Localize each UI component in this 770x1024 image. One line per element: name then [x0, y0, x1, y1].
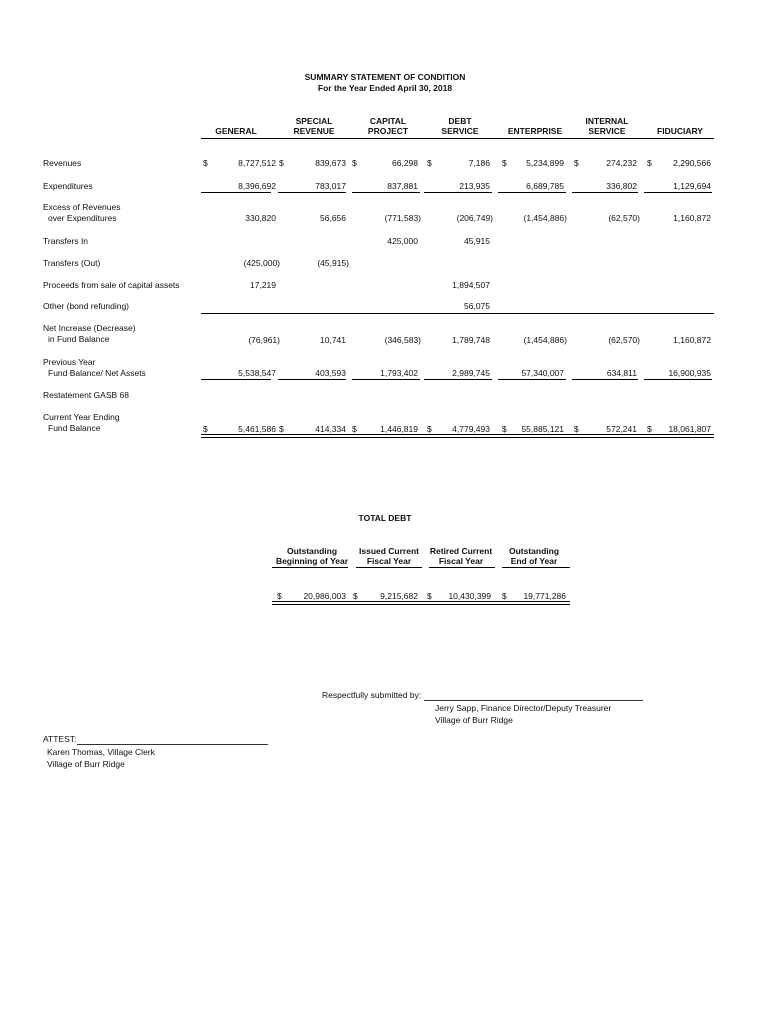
subtotal-underline [352, 379, 420, 380]
debt-header-underline [356, 567, 422, 568]
table-cell: (346,583) [384, 335, 421, 345]
row-label-net-increase-line2: in Fund Balance [48, 334, 110, 344]
table-cell: 55,885,121 [521, 424, 564, 434]
table-cell: (425,000) [243, 258, 280, 268]
subtotal-underline [352, 192, 420, 193]
currency-symbol: $ [427, 158, 432, 168]
table-cell: (1,454,886) [523, 213, 567, 223]
currency-symbol: $ [203, 158, 208, 168]
table-cell: 274,232 [606, 158, 637, 168]
table-cell: 4,779,493 [452, 424, 490, 434]
table-cell: 1,160,872 [673, 335, 711, 345]
row-label-previous-year-line2: Fund Balance/ Net Assets [48, 368, 146, 378]
row-label-revenues: Revenues [43, 158, 82, 168]
debt-header-underline [429, 567, 495, 568]
table-cell: 403,593 [315, 368, 346, 378]
table-cell: 839,673 [315, 158, 346, 168]
header-underline [201, 138, 714, 139]
table-cell: 8,727,512 [238, 158, 276, 168]
row-label-excess: Excess of Revenues [43, 202, 121, 212]
table-cell: 10,741 [320, 335, 346, 345]
table-cell: 783,017 [315, 181, 346, 191]
table-cell: 1,446,819 [380, 424, 418, 434]
subtotal-underline [572, 192, 638, 193]
row-label-restatement: Restatement GASB 68 [43, 390, 129, 400]
currency-symbol: $ [647, 424, 652, 434]
row-label-previous-year: Previous Year [43, 357, 96, 367]
subtotal-underline [278, 379, 346, 380]
table-cell: 57,340,007 [521, 368, 564, 378]
table-cell: 56,075 [464, 301, 490, 311]
table-cell: (76,961) [248, 335, 280, 345]
row-label-transfers-in: Transfers In [43, 236, 89, 246]
currency-symbol: $ [647, 158, 652, 168]
table-cell: 7,186 [468, 158, 490, 168]
currency-symbol: $ [502, 424, 507, 434]
subtotal-underline [424, 192, 492, 193]
row-label-net-increase: Net Increase (Decrease) [43, 323, 136, 333]
currency-symbol: $ [574, 424, 579, 434]
submitter-org: Village of Burr Ridge [435, 715, 513, 725]
row-label-transfers-out: Transfers (Out) [43, 258, 101, 268]
currency-symbol: $ [502, 591, 507, 601]
table-cell: 20,986,003 [303, 591, 346, 601]
subtotal-underline [278, 192, 346, 193]
row-label-proceeds: Proceeds from sale of capital assets [43, 280, 180, 290]
debt-double-underline [272, 601, 570, 605]
total-double-underline [201, 434, 714, 438]
subtotal-underline [644, 192, 712, 193]
row-label-excess-line2: over Expenditures [48, 213, 117, 223]
table-cell: 572,241 [606, 424, 637, 434]
currency-symbol: $ [279, 158, 284, 168]
row-label-expenditures: Expenditures [43, 181, 93, 191]
table-cell: (1,454,886) [523, 335, 567, 345]
subtotal-underline [201, 313, 714, 314]
table-cell: 634,811 [606, 368, 637, 378]
document-title: SUMMARY STATEMENT OF CONDITION [304, 72, 466, 82]
table-cell: (771,583) [384, 213, 421, 223]
subtotal-underline [424, 379, 492, 380]
table-cell: 1,793,402 [380, 368, 418, 378]
table-cell: 330,820 [245, 213, 276, 223]
table-cell: (206,749) [456, 213, 493, 223]
table-cell: 414,334 [315, 424, 346, 434]
table-cell: 425,000 [387, 236, 418, 246]
currency-symbol: $ [203, 424, 208, 434]
table-cell: 6,689,785 [526, 181, 564, 191]
table-cell: 5,538,547 [238, 368, 276, 378]
table-cell: 837,881 [387, 181, 418, 191]
table-cell: 19,771,286 [523, 591, 566, 601]
debt-header-underline [502, 567, 570, 568]
subtotal-underline [498, 192, 566, 193]
table-cell: 1,894,507 [452, 280, 490, 290]
subtotal-underline [644, 379, 712, 380]
currency-symbol: $ [502, 158, 507, 168]
submitted-by-label: Respectfully submitted by: [322, 690, 422, 700]
currency-symbol: $ [277, 591, 282, 601]
table-cell: 5,461,586 [238, 424, 276, 434]
subtotal-underline [201, 379, 271, 380]
table-cell: 10,430,399 [448, 591, 491, 601]
table-cell: (45,915) [317, 258, 349, 268]
table-cell: 8,396,692 [238, 181, 276, 191]
table-cell: (62,570) [608, 213, 640, 223]
table-cell: 2,989,745 [452, 368, 490, 378]
table-cell: 45,915 [464, 236, 490, 246]
currency-symbol: $ [353, 591, 358, 601]
table-cell: 5,234,899 [526, 158, 564, 168]
table-cell: 66,298 [392, 158, 418, 168]
row-label-other: Other (bond refunding) [43, 301, 129, 311]
attest-label: ATTEST: [43, 734, 77, 744]
table-cell: 16,900,935 [668, 368, 711, 378]
table-cell: 1,789,748 [452, 335, 490, 345]
currency-symbol: $ [427, 591, 432, 601]
subtotal-underline [498, 379, 566, 380]
table-cell: 17,219 [250, 280, 276, 290]
debt-title: TOTAL DEBT [358, 513, 412, 523]
currency-symbol: $ [427, 424, 432, 434]
table-cell: 56,656 [320, 213, 346, 223]
signature-line [424, 700, 643, 701]
table-cell: 213,935 [459, 181, 490, 191]
row-label-current-year-line2: Fund Balance [48, 423, 101, 433]
attest-org: Village of Burr Ridge [47, 759, 125, 769]
currency-symbol: $ [574, 158, 579, 168]
subtotal-underline [201, 192, 271, 193]
document-subtitle: For the Year Ended April 30, 2018 [317, 83, 453, 93]
table-cell: 9,215,682 [380, 591, 418, 601]
table-cell: 1,129,694 [673, 181, 711, 191]
attest-signature-line [77, 744, 268, 745]
submitter-name: Jerry Sapp, Finance Director/Deputy Treasurer [435, 703, 612, 713]
table-cell: 1,160,872 [673, 213, 711, 223]
subtotal-underline [572, 379, 638, 380]
currency-symbol: $ [352, 158, 357, 168]
table-cell: (62,570) [608, 335, 640, 345]
debt-header-underline [272, 567, 348, 568]
table-cell: 18,061,807 [668, 424, 711, 434]
row-label-current-year: Current Year Ending [43, 412, 120, 422]
currency-symbol: $ [352, 424, 357, 434]
table-cell: 336,802 [606, 181, 637, 191]
attest-name: Karen Thomas, Village Clerk [47, 747, 155, 757]
table-cell: 2,290,566 [673, 158, 711, 168]
currency-symbol: $ [279, 424, 284, 434]
